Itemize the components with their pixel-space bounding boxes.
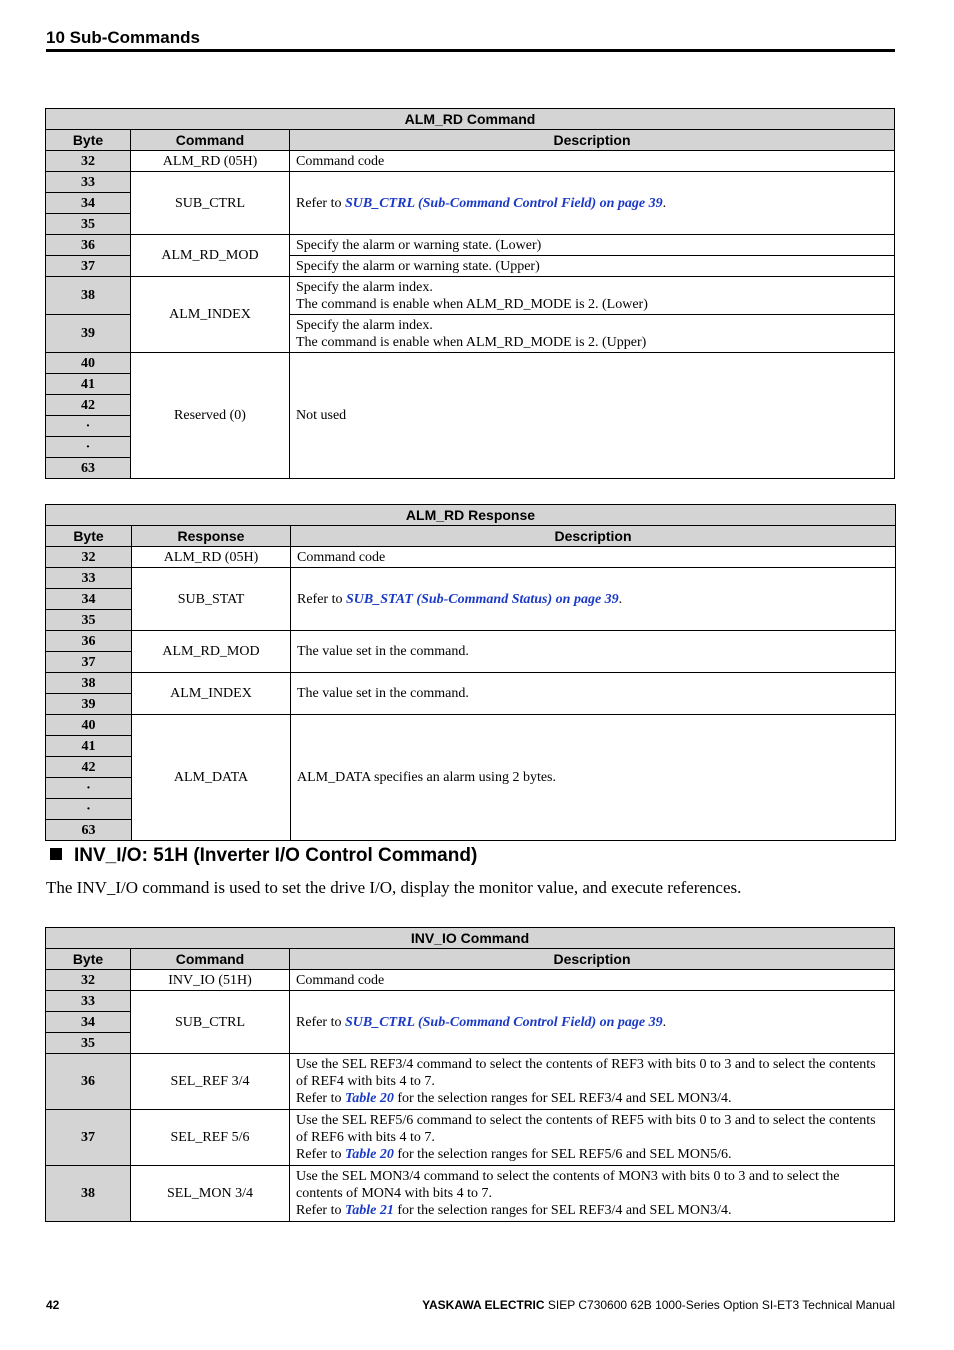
alm-rd-response-table [45, 504, 896, 841]
byte-cell: 36 [46, 1054, 131, 1110]
square-bullet-icon [50, 848, 62, 860]
byte-cell: 34 [46, 193, 131, 214]
byte-cell: 37 [46, 1110, 131, 1166]
command-cell: ALM_RD (05H) [131, 151, 290, 172]
description-cell: The value set in the command. [291, 673, 896, 715]
description-cell: The value set in the command. [291, 631, 896, 673]
byte-cell: · [46, 437, 131, 458]
alm-rd-command-table [45, 108, 895, 479]
sub-ctrl-link[interactable]: SUB_CTRL (Sub-Command Control Field) on page 39 [344, 195, 663, 211]
byte-cell: · [46, 778, 132, 799]
description-cell: Command code [290, 151, 895, 172]
footer-doc-title: YASKAWA ELECTRIC SIEP C730600 62B 1000-Series Option SI-ET3 Technical Manual [422, 1298, 895, 1312]
column-header: Command [131, 949, 290, 970]
description-cell: Specify the alarm index. The command is enable when ALM_RD_MODE is 2. (Lower) [290, 277, 895, 315]
table-title: INV_IO Command [46, 928, 895, 949]
command-cell: SEL_MON 3/4 [131, 1166, 290, 1222]
footer-brand: YASKAWA ELECTRIC [422, 1298, 545, 1312]
column-header: Byte [46, 949, 131, 970]
table-21-link[interactable]: Table 21 [344, 1203, 394, 1218]
byte-cell: 32 [46, 970, 131, 991]
byte-cell: 33 [46, 991, 131, 1012]
description-cell: Specify the alarm index. The command is enable when ALM_RD_MODE is 2. (Upper) [290, 315, 895, 353]
description-cell: Not used [290, 353, 895, 479]
byte-cell: · [46, 416, 131, 437]
command-cell: ALM_INDEX [131, 277, 290, 353]
byte-cell: 35 [46, 214, 131, 235]
description-cell: Use the SEL REF3/4 command to select the contents of REF3 with bits 0 to 3 and to select the contents of REF4 with bits 4 to 7. Refer to Table 20 for the selection ranges for SEL REF3/4 and SEL MON3/4. [290, 1054, 895, 1110]
response-cell: ALM_DATA [132, 715, 291, 841]
page-number: 42 [46, 1298, 60, 1312]
byte-cell: 63 [46, 820, 132, 841]
description-cell: Refer to SUB_STAT (Sub-Command Status) on page 39. [291, 568, 896, 631]
byte-cell: 35 [46, 610, 132, 631]
description-cell: ALM_DATA specifies an alarm using 2 bytes. [291, 715, 896, 841]
column-header: Response [132, 526, 291, 547]
byte-cell: 32 [46, 547, 132, 568]
command-cell: ALM_RD_MOD [131, 235, 290, 277]
byte-cell: 37 [46, 652, 132, 673]
byte-cell: 39 [46, 315, 131, 353]
response-cell: ALM_RD_MOD [132, 631, 291, 673]
description-cell: Command code [291, 547, 896, 568]
column-header: Description [290, 949, 895, 970]
description-cell: Use the SEL REF5/6 command to select the contents of REF5 with bits 0 to 3 and to select the contents of REF6 with bits 4 to 7. Refer to Table 20 for the selection ranges for SEL REF5/6 and SEL MON5/6. [290, 1110, 895, 1166]
intro-paragraph: The INV_I/O command is used to set the drive I/O, display the monitor value, and execute references. [46, 878, 742, 897]
byte-cell: 40 [46, 715, 132, 736]
byte-cell: 36 [46, 235, 131, 256]
byte-cell: 33 [46, 172, 131, 193]
description-cell: Refer to SUB_CTRL (Sub-Command Control Field) on page 39. [290, 172, 895, 235]
byte-cell: 38 [46, 277, 131, 315]
command-cell: SEL_REF 3/4 [131, 1054, 290, 1110]
description-cell: Use the SEL MON3/4 command to select the contents of MON3 with bits 0 to 3 and to select the contents of MON4 with bits 4 to 7. Refer to Table 21 for the selection ranges for SEL REF3/4 and SEL MON3/4. [290, 1166, 895, 1222]
description-cell: Refer to SUB_CTRL (Sub-Command Control Field) on page 39. [290, 991, 895, 1054]
byte-cell: 39 [46, 694, 132, 715]
byte-cell: 35 [46, 1033, 131, 1054]
table-title: ALM_RD Command [46, 109, 895, 130]
column-header: Description [291, 526, 896, 547]
description-cell: Specify the alarm or warning state. (Upper) [290, 256, 895, 277]
byte-cell: 32 [46, 151, 131, 172]
column-header: Byte [46, 526, 132, 547]
byte-cell: 42 [46, 757, 132, 778]
response-cell: ALM_RD (05H) [132, 547, 291, 568]
response-cell: SUB_STAT [132, 568, 291, 631]
column-header: Byte [46, 130, 131, 151]
byte-cell: 37 [46, 256, 131, 277]
byte-cell: 63 [46, 458, 131, 479]
column-header: Description [290, 130, 895, 151]
byte-cell: 38 [46, 673, 132, 694]
byte-cell: 34 [46, 589, 132, 610]
section-heading: INV_I/O: 51H (Inverter I/O Control Command) [50, 845, 477, 867]
byte-cell: 36 [46, 631, 132, 652]
command-cell: INV_IO (51H) [131, 970, 290, 991]
sub-stat-link[interactable]: SUB_STAT (Sub-Command Status) on page 39 [345, 591, 619, 607]
description-cell: Specify the alarm or warning state. (Lower) [290, 235, 895, 256]
command-cell: SUB_CTRL [131, 991, 290, 1054]
byte-cell: · [46, 799, 132, 820]
table-20-link[interactable]: Table 20 [344, 1147, 394, 1162]
byte-cell: 41 [46, 374, 131, 395]
byte-cell: 41 [46, 736, 132, 757]
table-title: ALM_RD Response [46, 505, 896, 526]
response-cell: ALM_INDEX [132, 673, 291, 715]
sub-ctrl-link[interactable]: SUB_CTRL (Sub-Command Control Field) on page 39 [344, 1014, 663, 1030]
byte-cell: 38 [46, 1166, 131, 1222]
column-header: Command [131, 130, 290, 151]
command-cell: SUB_CTRL [131, 172, 290, 235]
command-cell: SEL_REF 5/6 [131, 1110, 290, 1166]
inv-io-command-table [45, 927, 895, 1222]
table-20-link[interactable]: Table 20 [344, 1091, 394, 1106]
description-cell: Command code [290, 970, 895, 991]
byte-cell: 34 [46, 1012, 131, 1033]
byte-cell: 42 [46, 395, 131, 416]
byte-cell: 40 [46, 353, 131, 374]
byte-cell: 33 [46, 568, 132, 589]
command-cell: Reserved (0) [131, 353, 290, 479]
section-header: 10 Sub-Commands [46, 28, 895, 52]
